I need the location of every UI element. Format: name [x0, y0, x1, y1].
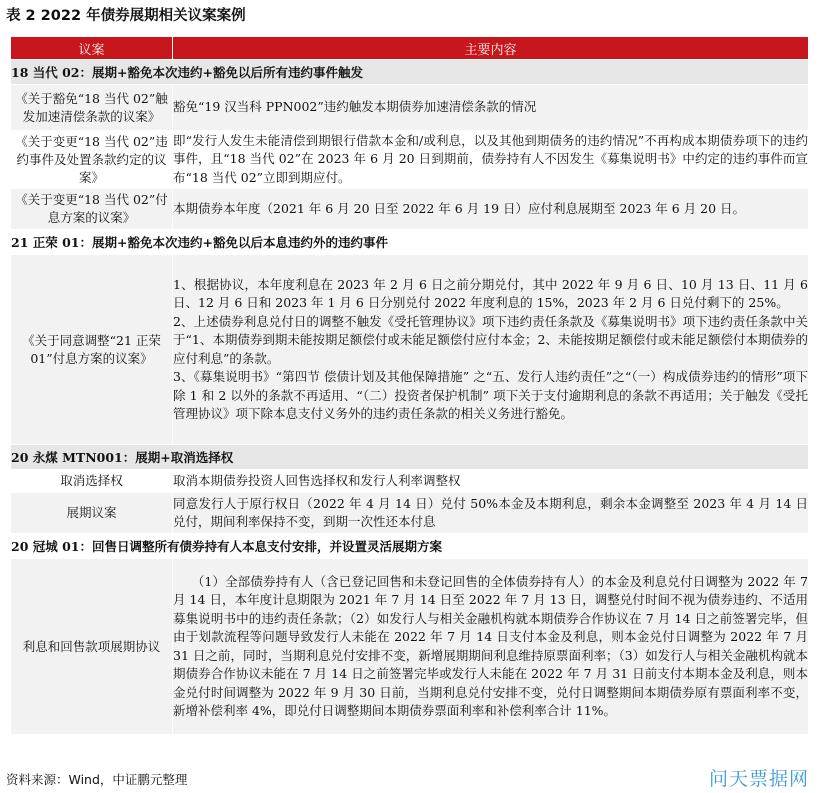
content-paragraph: 3、《募集说明书》“第四节 偿债计划及其他保障措施” 之“五、发行人违约责任”之“（一）构成债券违约的情形”项下除 1 和 2 以外的条款不再适用、“（二）投资者保护机制” 项下关于支付逾期利息的条款不再适用；关于触发《受托管理协议》项下除本息支付义务外的违约责任条款的相关义务进行豁免。 — [173, 369, 808, 421]
section-row — [11, 60, 809, 85]
table-row — [11, 470, 809, 493]
column-header-motion: 议案 — [11, 37, 173, 60]
watermark-logo: 问天票据网 — [708, 768, 809, 790]
content-cell: 同意发行人于原行权日（2022 年 4 月 14 日）兑付 50%本金及本期利息，剩余本金调整至 2023 年 4 月 14 日兑付，期间利率保持不变，到期一次性还本付息 — [173, 493, 809, 534]
content-paragraph: 2、上述债券利息兑付日的调整不触发《受托管理协议》项下违约责任条款及《募集说明书》项下违约责任条款中关于“1、本期债券到期未能按期足额偿付或未能足额偿付应付本金；2、未能按期足额偿付或未能足额偿付本期债券的应付利息”的条款。 — [173, 313, 808, 366]
source-note: 资料来源：Wind，中证鹏元整理 — [6, 772, 188, 787]
motion-cell: 取消选择权 — [11, 470, 173, 493]
content-cell: 即“发行人发生未能清偿到期银行借款本金和/或利息，以及其他到期债务的违约情况”不再构成本期债券项下的违约事件，且“18 当代 02”在 2023 年 6 月 20 日到期前，债券持有人不因发生《募集说明书》中约定的违约事件而宣布“18 当代 02”立即到期应付。 — [173, 131, 809, 189]
table-row — [11, 131, 809, 189]
content-cell: （1）全部债券持有人（含已登记回售和未登记回售的全体债券持有人）的本金及利息兑付日调整为 2022 年 7 月 14 日，本年度计息期限为 2021 年 7 月 14 日至 2022 年 7 月 13 日，调整兑付时间不视为债券违约、不适用募集说明书中的违约责任条款；（2）如发行人与相关金融机构就本期债券合作协议在 7 月 14 日之前签署完毕，但由于划款流程等问题导致发行人未能在 2022 年 7 月 14 日支付本金及利息，则本金兑付日调整为 2022 年 7 月 31 日之前，同时，当期利息兑付安排不变，新增展期期间利息维持原票面利率；（3）如发行人与相关金融机构就本期债券合作协议未能在 7 月 14 日之前签署完毕或发行人未能在 2022 年 7 月 31 日前支付本期本金及利息，则本金兑付时间调整为 2022 年 9 月 30 日前，当期利息兑付安排不变，兑付日调整期间本期债券原有票面利率不变，新增补偿利率 4%，即兑付日调整期间本期债券票面利率和补偿利率合计 11%。 — [173, 559, 809, 735]
section-heading: 20 冠城 01：回售日调整所有债券持有人本息支付安排，并设置灵活展期方案 — [11, 534, 809, 559]
section-heading: 20 永煤 MTN001：展期+取消选择权 — [11, 445, 809, 470]
table-row — [11, 493, 809, 534]
table-header-row — [11, 37, 809, 60]
motion-cell: 《关于豁免“18 当代 02”触发加速清偿条款的议案》 — [11, 85, 173, 131]
motions-table — [10, 36, 809, 735]
section-row — [11, 445, 809, 470]
table-row — [11, 559, 809, 735]
table-row — [11, 189, 809, 230]
content-cell — [173, 255, 809, 445]
motion-cell: 《关于同意调整“21 正荣 01”付息方案的议案》 — [11, 255, 173, 445]
section-row — [11, 230, 809, 255]
table-title: 表 2 2022 年债券展期相关议案案例 — [6, 8, 246, 24]
section-heading: 18 当代 02：展期+豁免本次违约+豁免以后所有违约事件触发 — [11, 60, 809, 85]
motion-cell: 利息和回售款项展期协议 — [11, 559, 173, 735]
table-row — [11, 255, 809, 445]
content-paragraph: 1、根据协议，本年度利息在 2023 年 2 月 6 日之前分期兑付，其中 2022 年 9 月 6 日、10 月 13 日、11 月 6 日、12 月 6 日和 2023 年 1 月 6 日分别兑付 2022 年度利息的 15%，2023 年 2 月 6 日兑付剩下的 25%。 — [173, 276, 808, 310]
content-cell: 本期债券本年度（2021 年 6 月 20 日至 2022 年 6 月 19 日）应付利息展期至 2023 年 6 月 20 日。 — [173, 189, 809, 230]
column-header-content: 主要内容 — [173, 37, 809, 60]
motion-cell: 展期议案 — [11, 493, 173, 534]
motion-cell: 《关于变更“18 当代 02”付息方案的议案》 — [11, 189, 173, 230]
motion-cell: 《关于变更“18 当代 02”违约事件及处置条款约定的议案》 — [11, 131, 173, 189]
section-heading: 21 正荣 01：展期+豁免本次违约+豁免以后本息违约外的违约事件 — [11, 230, 809, 255]
table-row — [11, 85, 809, 131]
content-cell: 取消本期债券投资人回售选择权和发行人利率调整权 — [173, 470, 809, 493]
section-row — [11, 534, 809, 559]
content-cell: 豁免“19 汉当科 PPN002”违约触发本期债券加速清偿条款的情况 — [173, 85, 809, 131]
